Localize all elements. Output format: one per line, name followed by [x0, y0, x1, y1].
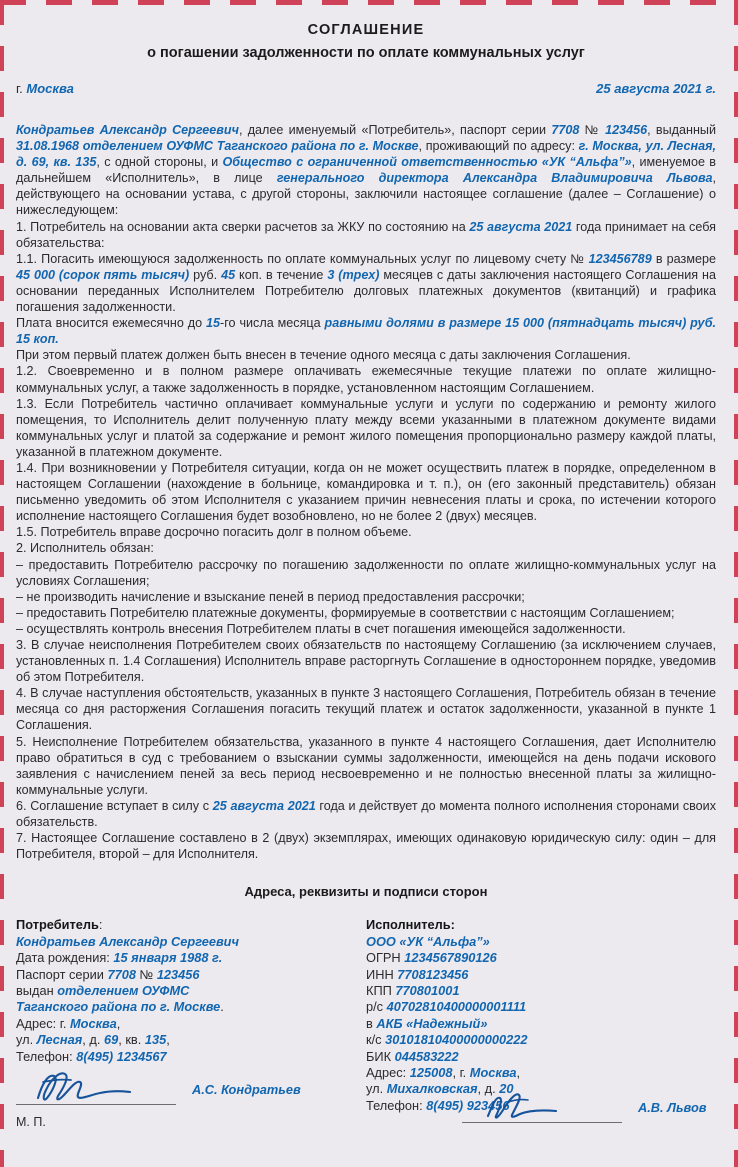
executor-inn: ИНН 7708123456: [366, 966, 469, 982]
executor-signature-line: [462, 1122, 622, 1123]
executor-address-street: ул. Михалковская, д. 20: [366, 1081, 514, 1097]
signatures-area: [16, 1063, 716, 1141]
consumer-passport-issuer-line-2: Таганского района по г. Москве.: [16, 999, 224, 1015]
clause-1-4: 1.4. При возникновении у Потребителя ситуации, когда он не может осуществить платеж в порядке, определенном в настоящем Соглашении (нахождение в больнице, командировка и т. п.), он (его законный представитель) обязан письменно уведомить об этом Исполнителя с указанием причин невнесения платы и срока, по истечении которого исполнение настоящего Соглашения будет возобновлено, но не более 2 (двух) месяцев.: [16, 460, 716, 524]
payment-schedule-paragraph: Плата вносится ежемесячно до 15-го числа месяца равными долями в размере 15 000 (пятнадцать тысяч) руб. 15 коп.: [16, 316, 717, 347]
executor-phone: Телефон: 8(495) 923456: [366, 1097, 510, 1113]
executor-correspondent-account: к/с 30101810400000000222: [366, 1032, 528, 1048]
requisites-heading: Адреса, реквизиты и подписи сторон: [244, 884, 488, 900]
clause-1-date: 25 августа 2021: [469, 219, 573, 234]
consumer-passport: Паспорт серии 7708 № 123456: [16, 966, 200, 982]
preamble-passport-series: 7708: [551, 123, 580, 137]
preamble-consumer-address: г. Москва, ул. Лесная, д. 69, кв. 135: [16, 139, 716, 170]
consumer-signature-block: [16, 1063, 316, 1129]
executor-signature-name: А.В. Львов: [638, 1100, 707, 1115]
clause-6-effective-date: 25 августа 2021: [212, 798, 316, 813]
clause-1-5: 1.5. Потребитель вправе досрочно погасить долг в полном объеме.: [16, 525, 412, 540]
executor-bank: в АКБ «Надежный»: [366, 1015, 488, 1031]
clause-1: 1. Потребитель на основании акта сверки расчетов за ЖКУ по состоянию на 25 августа 2021 года принимает на себя обязательства:: [16, 219, 716, 250]
executor-bik: БИК 044583222: [366, 1048, 459, 1064]
executor-settlement-account: р/с 40702810400000001111: [366, 999, 527, 1015]
clause-2: 2. Исполнитель обязан:: [16, 541, 154, 556]
clause-1-1: 1.1. Погасить имеющуюся задолженность по оплате коммунальных услуг по лицевому счету № 123456789 в размере 45 000 (сорок пять тысяч) руб. 45 коп. в течение 3 (трех) месяцев с даты заключения настоящего Соглашения на основании переданных Исполнителем Потребителю долговых платежных документов (квитанций) и графика погашения задолженности.: [16, 251, 717, 315]
consumer-phone: Телефон: 8(495) 1234567: [16, 1048, 167, 1064]
executor-address-city: Адрес: 125008, г. Москва,: [366, 1064, 521, 1080]
clause-1-1-kopecks: 45: [221, 267, 236, 282]
place-of-signing: г. Москва: [16, 81, 74, 96]
clause-1-1-sum: 45 000 (сорок пять тысяч): [16, 267, 190, 282]
clause-1-3: 1.3. Если Потребитель частично оплачивает коммунальные услуги и услуги по содержанию и ремонту жилого помещения, то Исполнитель делит полученную плату между всеми указанными в платежном документе видами коммунальных услуг и платой за содержание и ремонт жилого помещения пропорционально размеру каждой платы, указанной в платежном документе.: [16, 396, 716, 459]
document-body: [16, 122, 716, 862]
preamble-paragraph: Кондратьев Александр Сергеевич, далее именуемый «Потребитель», паспорт серии 7708 № 123456, выданный 31.08.1968 отделением ОУФМС Таганского района по г. Москве, проживающий по адресу: г. Москва, ул. Лесная, д. 69, кв. 135, с одной стороны, и Общество с ограниченной ответственностью «УК “Альфа”», именуемое в дальнейшем «Исполнитель», в лице генерального директора Александра Владимировича Львова, действующего на основании устава, с другой стороны, заключили настоящее соглашение (далее – Соглашение) о нижеследующем:: [16, 123, 717, 218]
clause-5: 5. Неисполнение Потребителем обязательства, указанного в пункте 4 настоящего Соглашения, дает Исполнителю право обратиться в суд с требованием о взыскании суммы задолженности, имеющейся на день подачи искового заявления с начислением пеней за весь период несвоевременно и не полностью внесенной платы за жилищно-коммунальные услуги.: [16, 734, 716, 797]
clause-2-dash-4: – осуществлять контроль внесения Потребителем платы в счет погашения имеющейся задолженности.: [16, 621, 626, 636]
clause-2-dash-2: – не производить начисление и взыскание пеней в период предоставления рассрочки;: [16, 589, 525, 604]
consumer-party-label: Потребитель:: [16, 917, 103, 933]
consumer-passport-issuer-line-1: выдан отделением ОУФМС: [16, 982, 190, 998]
consumer-signature-scribble-icon: [32, 1068, 142, 1109]
preamble-company-name: Общество с ограниченной ответственностью «УК “Альфа”»: [222, 155, 632, 170]
clause-1-1-term: 3 (трех): [327, 267, 380, 282]
monthly-installment-amount: равными долями в размере 15 000 (пятнадцать тысяч) руб. 15 коп.: [16, 316, 717, 347]
clause-1-1-account: 123456789: [588, 251, 652, 266]
clause-7: 7. Настоящее Соглашение составлено в 2 (двух) экземплярах, имеющих одинаковую юридическую силу: один – для Потребителя, второй – для Исполнителя.: [16, 831, 716, 862]
consumer-address-street: ул. Лесная, д. 69, кв. 135,: [16, 1032, 170, 1048]
preamble-director: генерального директора Александра Владимировича Львова: [276, 171, 713, 186]
preamble-consumer-name: Кондратьев Александр Сергеевич: [16, 123, 239, 137]
clause-6: 6. Соглашение вступает в силу с 25 августа 2021 года и действует до момента полного исполнения сторонами своих обязательств.: [16, 798, 716, 830]
executor-signature-scribble-icon: [478, 1086, 588, 1127]
executor-party-label: Исполнитель:: [366, 917, 455, 933]
first-payment-paragraph: При этом первый платеж должен быть внесен в течение одного месяца с даты заключения Соглашения.: [16, 348, 631, 363]
clause-2-dash-1: – предоставить Потребителю рассрочку по погашению задолженности по оплате жилищно-коммунальных услуг на условиях Соглашения;: [16, 557, 716, 588]
document-date: 25 августа 2021 г.: [596, 81, 716, 96]
consumer-full-name: Кондратьев Александр Сергеевич: [16, 933, 239, 949]
executor-company-name: ООО «УК “Альфа”»: [366, 933, 490, 949]
clause-4: 4. В случае наступления обстоятельств, указанных в пункте 3 настоящего Соглашения, Потребитель обязан в течение месяца со дня расторжения Соглашения погасить текущий платеж и остаток задолженности, указанной в пункте 1 Соглашения.: [16, 686, 716, 733]
consumer-signature-name: А.С. Кондратьев: [192, 1082, 301, 1097]
clause-2-dash-3: – предоставить Потребителю платежные документы, формируемые в соответствии с настоящим Соглашением;: [16, 605, 675, 620]
document-subtitle: о погашении задолженности по оплате коммунальных услуг: [147, 45, 585, 61]
place-value: Москва: [26, 81, 74, 96]
clause-1-2: 1.2. Своевременно и в полном размере оплачивать ежемесячные текущие платежи по оплате жилищно-коммунальных услуг, а также задолженность в порядке, установленном настоящим Соглашением.: [16, 364, 716, 395]
preamble-passport-number: 123456: [605, 123, 648, 137]
executor-signature-block: [462, 1081, 738, 1129]
clause-3: 3. В случае неисполнения Потребителем своих обязательств по настоящему Соглашению (за исключением случаев, установленных п. 1.4 Соглашения) Исполнитель вправе расторгнуть Соглашение в одностороннем порядке, уведомив об этом Потребителя.: [16, 638, 716, 685]
place-and-date-row: [16, 81, 716, 96]
executor-kpp: КПП 770801001: [366, 982, 460, 998]
document-title: СОГЛАШЕНИЕ: [307, 22, 425, 38]
consumer-signature-line: [16, 1104, 176, 1105]
preamble-passport-issuer: 31.08.1968 отделением ОУФМС Таганского района по г. Москве: [16, 139, 419, 154]
executor-ogrn: ОГРН 1234567890126: [366, 950, 497, 966]
stamp-place-note: М. П.: [16, 1115, 46, 1129]
consumer-address-city: Адрес: г. Москва,: [16, 1015, 121, 1031]
consumer-birthdate: Дата рождения: 15 января 1988 г.: [16, 950, 223, 966]
payment-due-day: 15: [206, 316, 221, 331]
